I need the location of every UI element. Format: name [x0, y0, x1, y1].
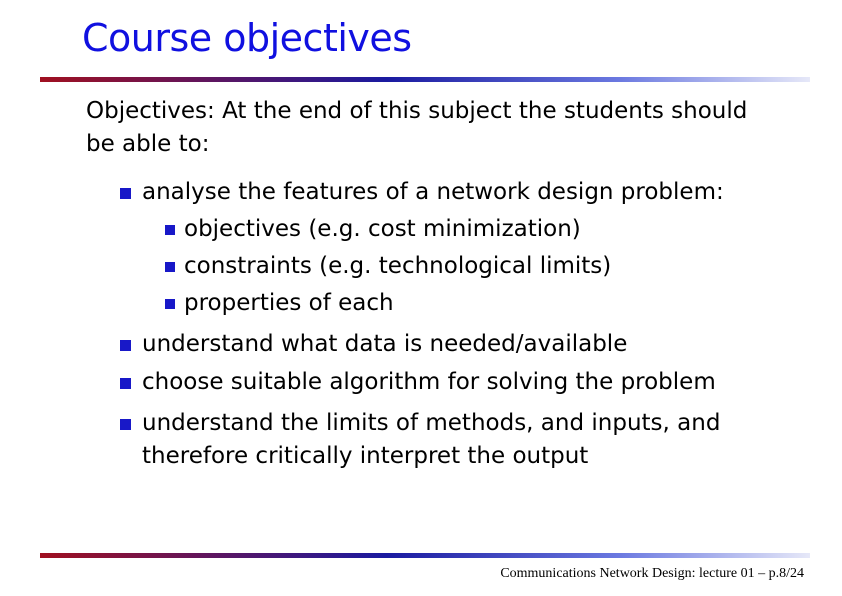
- square-bullet-icon: [120, 340, 131, 351]
- title-divider: [40, 77, 810, 82]
- list-item-continuation: [142, 440, 588, 473]
- list-item-text: constraints (e.g. technological limits): [184, 253, 612, 279]
- list-item: [142, 407, 720, 440]
- list-item-text: analyse the features of a network design problem:: [142, 179, 724, 205]
- intro-text: Objectives: At the end of this subject the students should be able to:: [86, 98, 748, 157]
- footer-divider: [40, 553, 810, 558]
- square-bullet-icon: [165, 262, 175, 272]
- list-item: [184, 250, 611, 283]
- list-item-text: understand the limits of methods, and inputs, and: [142, 410, 721, 436]
- list-item-text: properties of each: [184, 290, 394, 316]
- square-bullet-icon: [165, 225, 175, 235]
- square-bullet-icon: [165, 299, 175, 309]
- list-item: [142, 366, 716, 399]
- list-item-text: understand what data is needed/available: [142, 331, 628, 357]
- list-item: [142, 328, 627, 361]
- square-bullet-icon: [120, 419, 131, 430]
- list-item: [184, 213, 581, 246]
- list-item-text: therefore critically interpret the output: [142, 443, 589, 469]
- list-item-text: objectives (e.g. cost minimization): [184, 216, 581, 242]
- slide-title: Course objectives: [82, 16, 412, 60]
- square-bullet-icon: [120, 378, 131, 389]
- square-bullet-icon: [120, 188, 131, 199]
- footer-text: Communications Network Design: lecture 01 – p.8/24: [500, 566, 804, 581]
- list-item-text: choose suitable algorithm for solving the problem: [142, 369, 716, 395]
- list-item: [184, 287, 394, 320]
- list-item: [142, 176, 724, 209]
